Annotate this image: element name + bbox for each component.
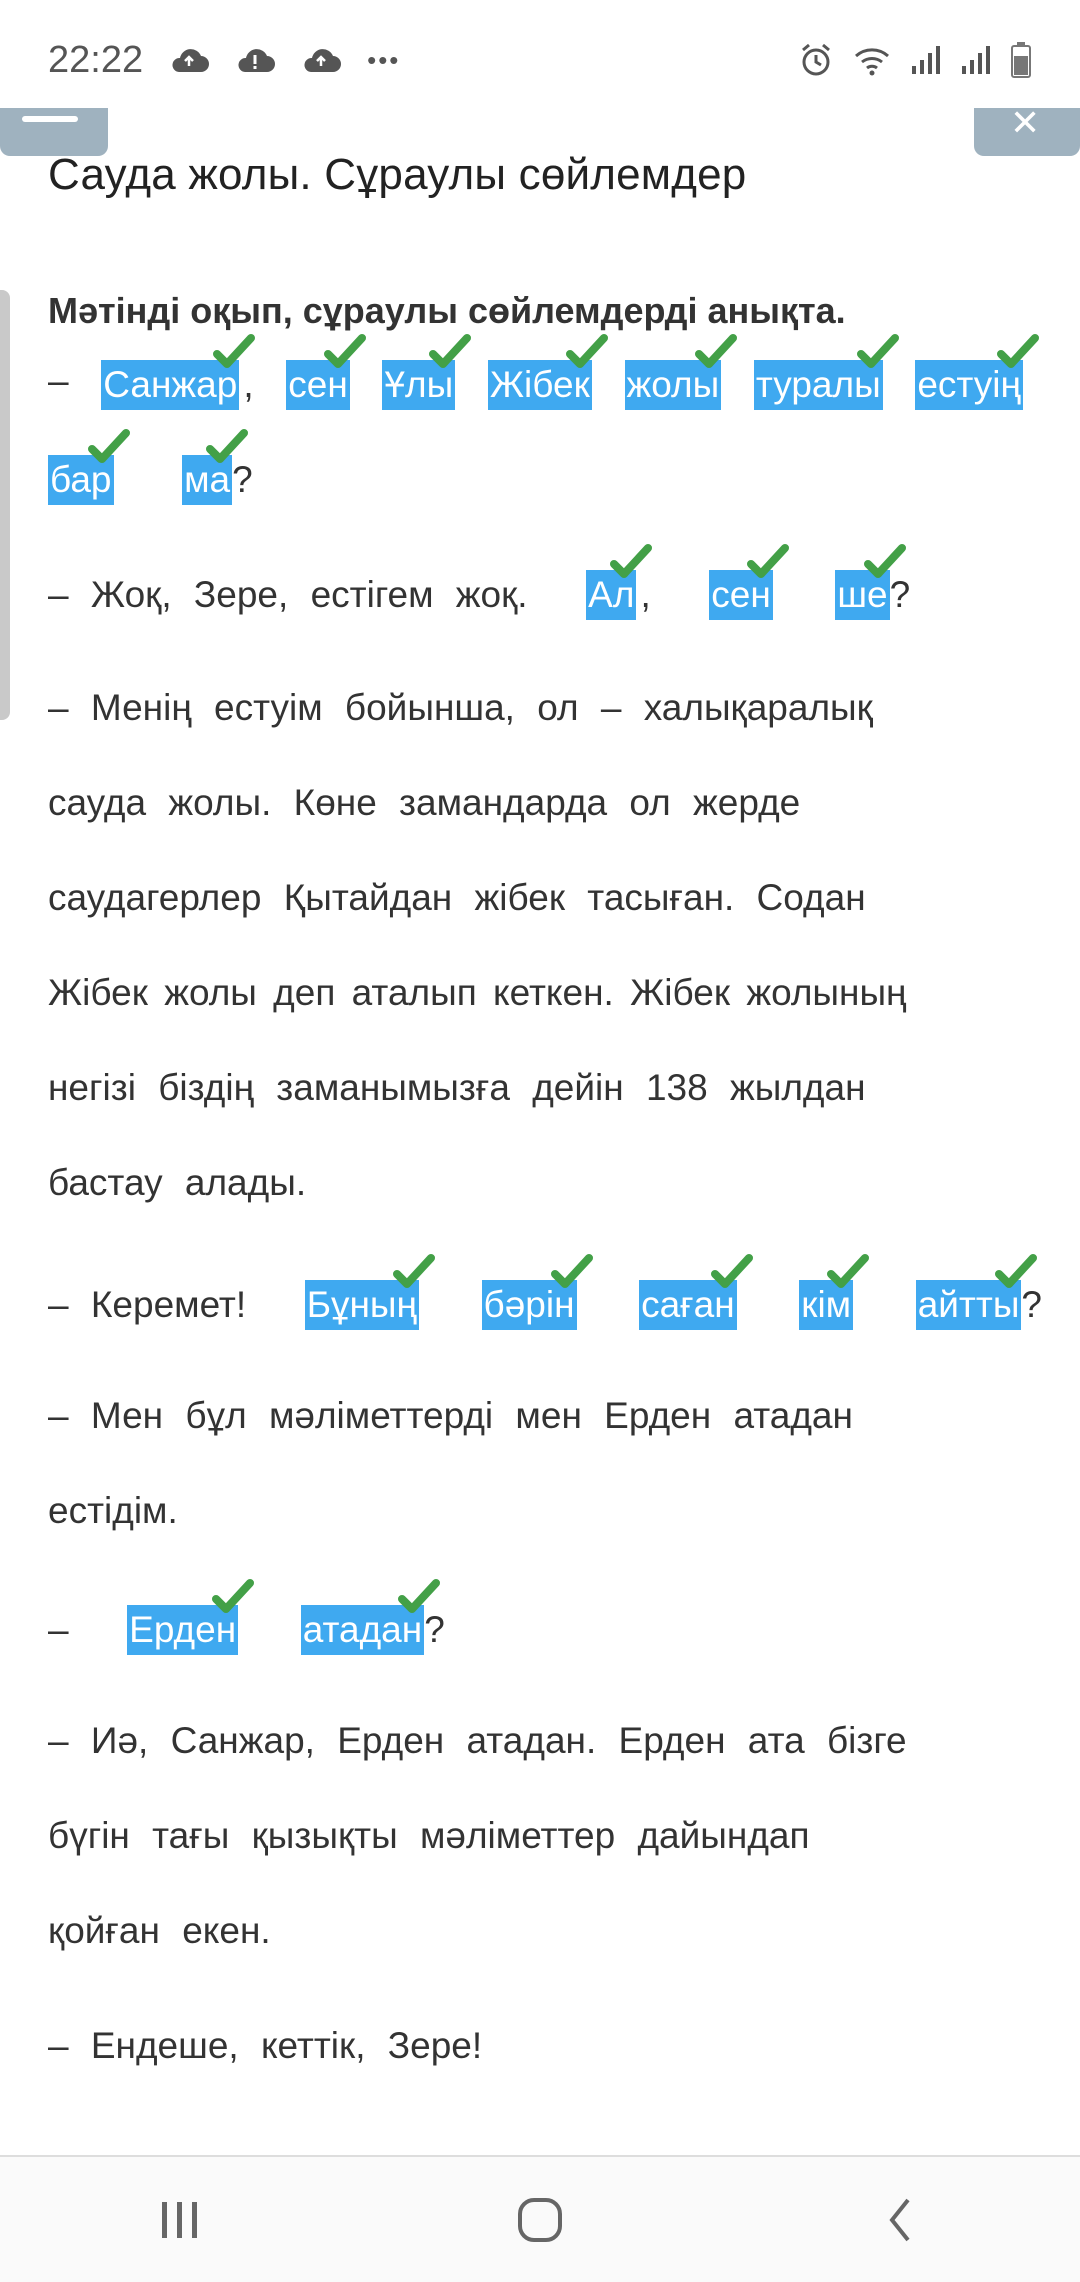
check-icon: [993, 1252, 1039, 1292]
check-icon: [549, 1252, 595, 1292]
back-icon: [884, 2196, 916, 2244]
check-icon: [210, 1577, 256, 1617]
check-icon: [862, 542, 908, 582]
clock: 22:22: [48, 38, 144, 81]
cloud-upload-icon: [301, 46, 341, 74]
dialogue-line: саудагерлер Қытайдан жібек тасыған. Содан: [48, 877, 866, 918]
dialogue-line: – Жоқ, Зере, естігем жоқ.: [48, 574, 528, 615]
word-chip[interactable]: Жібек: [488, 360, 592, 410]
close-icon: ✕: [1010, 102, 1041, 143]
dialogue-line: негізі біздің заманымызға дейін 138 жылдан: [48, 1067, 866, 1108]
menu-icon: [22, 116, 78, 122]
recent-apps-icon: [158, 2200, 202, 2240]
check-icon: [204, 427, 250, 467]
instruction-text: Мәтінді оқып, сұраулы сөйлемдерді анықта.: [48, 290, 846, 331]
back-button[interactable]: [840, 2180, 960, 2260]
word-chip[interactable]: туралы: [754, 360, 883, 410]
close-tab[interactable]: [974, 102, 1080, 156]
check-icon: [427, 332, 473, 372]
check-icon: [608, 542, 654, 582]
word-chip[interactable]: атадан: [301, 1605, 424, 1655]
check-icon: [86, 427, 132, 467]
signal-icon: [960, 44, 992, 76]
word-chip[interactable]: ше: [835, 570, 889, 620]
alarm-icon: [798, 42, 834, 78]
check-icon: [709, 1252, 755, 1292]
home-button[interactable]: [480, 2180, 600, 2260]
dialogue-line: – Иә, Санжар, Ерден атадан. Ерден ата бізге: [48, 1720, 907, 1761]
word-chip[interactable]: Бұның: [305, 1280, 419, 1330]
more-dots-icon: •••: [367, 44, 401, 75]
signal-icon: [910, 44, 942, 76]
word-chip[interactable]: естуің: [915, 360, 1023, 410]
dialogue-line: – Менің естуім бойынша, ол – халықаралық: [48, 687, 873, 728]
word-chip[interactable]: бәрін: [482, 1280, 577, 1330]
check-icon: [693, 332, 739, 372]
dialogue-line: – Мен бұл мәліметтерді мен Ерден атадан: [48, 1395, 853, 1436]
check-icon: [745, 542, 791, 582]
check-icon: [322, 332, 368, 372]
dash: –: [48, 360, 69, 401]
word-chip[interactable]: айтты: [916, 1280, 1022, 1330]
cloud-alert-icon: [235, 46, 275, 74]
dialogue-line: – Керемет!: [48, 1284, 247, 1325]
cloud-upload-icon: [169, 46, 209, 74]
check-icon: [825, 1252, 871, 1292]
check-icon: [855, 332, 901, 372]
menu-tab[interactable]: [0, 108, 108, 156]
dialogue-text: – Санжар , сен Ұлы Жібек жолы туралы естуің бар ма ? – Жоқ, Зере, естігем жоқ. Ал , сен ше ? – Менің естуім бойынша, ол – халықаралық сауда жолы. Көне замандарда ол жерде саудагерлер Қытайдан жібек тасыған. Содан Жібек жолы деп аталып кеткен. Жібек жолының негізі біздің заманымызға дейін 138 жылдан бастау алады. – Керемет! Бұның бәрін саған кім айтты ? – Мен бұл мәліметтерді мен Ерден атадан естідім. – Ерден атадан ? – Иә, Санжар, Ерден атадан. Ерден ата бізге бүгін тағы қызықты мәліметтер дайындап қойған екен. – Ендеше, кеттік, Зере!: [48, 360, 1038, 2120]
check-icon: [391, 1252, 437, 1292]
word-chip[interactable]: кім: [799, 1280, 853, 1330]
word-chip[interactable]: сен: [709, 570, 773, 620]
recent-apps-button[interactable]: [120, 2180, 240, 2260]
check-icon: [211, 332, 257, 372]
word-chip[interactable]: Ұлы: [382, 360, 455, 410]
battery-icon: [1010, 42, 1032, 78]
word-chip[interactable]: ма: [182, 455, 232, 505]
word-chip[interactable]: Санжар: [101, 360, 239, 410]
status-bar: [0, 0, 1080, 120]
word-chip[interactable]: бар: [48, 455, 114, 505]
check-icon: [396, 1577, 442, 1617]
dialogue-line: қойған екен.: [48, 1910, 271, 1951]
word-chip[interactable]: жолы: [625, 360, 722, 410]
word-chip[interactable]: сен: [286, 360, 350, 410]
page-title: Сауда жолы. Сұраулы сөйлемдер: [48, 150, 747, 199]
system-navbar: [0, 2155, 1080, 2282]
word-chip[interactable]: Ал: [586, 570, 636, 620]
check-icon: [995, 332, 1041, 372]
dialogue-line: сауда жолы. Көне замандарда ол жерде: [48, 782, 801, 823]
home-icon: [516, 2196, 564, 2244]
word-chip[interactable]: саған: [639, 1280, 737, 1330]
check-icon: [564, 332, 610, 372]
word-chip[interactable]: Ерден: [127, 1605, 238, 1655]
dialogue-line: естідім.: [48, 1490, 178, 1531]
dialogue-line: – Ендеше, кеттік, Зере!: [48, 2025, 483, 2066]
dialogue-line: Жібек жолы деп аталып кеткен. Жібек жолының: [48, 972, 907, 1013]
wifi-icon: [852, 44, 892, 76]
dialogue-line: бүгін тағы қызықты мәліметтер дайындап: [48, 1815, 810, 1856]
scrollbar[interactable]: [0, 290, 10, 720]
dialogue-line: бастау алады.: [48, 1162, 307, 1203]
